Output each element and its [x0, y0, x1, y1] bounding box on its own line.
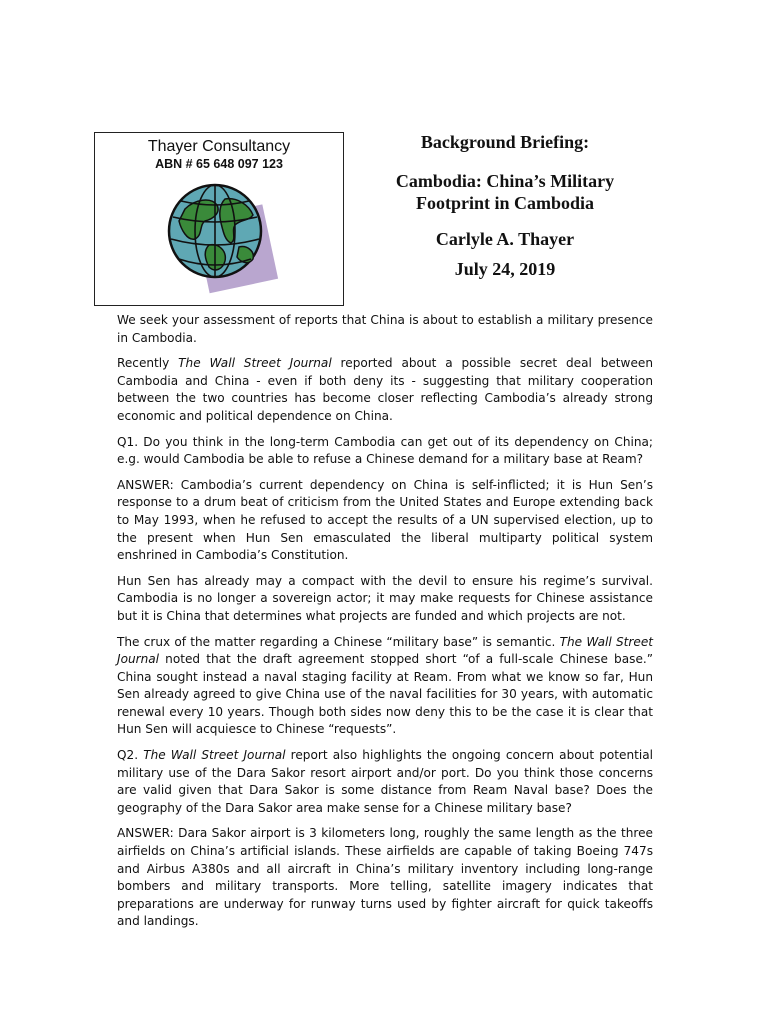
briefing-title — [370, 170, 640, 214]
paragraph-wsj-report: Recently The Wall Street Journal reported about a possible secret deal between Cambodia and China - even if both deny its - suggesting that military cooperation between the two countries has become closer reflecting Cambodia’s already strong economic and political dependence on China. — [117, 356, 653, 423]
globe-icon — [165, 181, 285, 301]
answer-2: ANSWER: Dara Sakor airport is 3 kilometers long, roughly the same length as the three airfields on China’s artificial islands. These airfields are capable of taking Boeing 747s and Airbus A380s and all aircraft in China’s military inventory including long-range bombers and military transports. More telling, satellite imagery indicates that preparations are underway for runway turns used by fighter aircraft for quick takeoffs and landings. — [117, 826, 653, 929]
briefing-title-line2: Footprint in Cambodia — [415, 193, 595, 213]
publication-name: The Wall Street Journal — [143, 748, 286, 763]
paragraph-intro: We seek your assessment of reports that China is about to establish a military presence in Cambodia. — [117, 313, 653, 345]
company-abn: ABN # 65 648 097 123 — [155, 157, 283, 171]
publication-name: The Wall Street Journal — [178, 356, 332, 371]
answer-1: ANSWER: Cambodia’s current dependency on China is self-inflicted; it is Hun Sen’s response to a drum beat of criticism from the United States and Europe extending back to May 1993, when he refused to accept the results of a UN supervised election, up to the present when Hun Sen emasculated the liberal multiparty political system enshrined in Cambodia’s Constitution. — [117, 477, 653, 563]
document-body — [117, 312, 653, 939]
paragraph-compact: Hun Sen has already may a compact with the devil to ensure his regime’s survival. Cambodia is no longer a sovereign actor; it may make requests for Chinese assistance but it is China that determines what projects are funded and which projects are not. — [117, 573, 653, 623]
briefing-label: Background Briefing: — [420, 132, 590, 152]
question-1: Q1. Do you think in the long-term Cambodia can get out of its dependency on China; e.g. would Cambodia be able to refuse a Chinese demand for a military base at Ream? — [117, 434, 653, 467]
briefing-title-line1: Cambodia: China’s Military — [395, 171, 615, 191]
company-name: Thayer Consultancy — [147, 138, 291, 155]
publication-name: The Wall Street Journal — [117, 634, 653, 667]
briefing-author: Carlyle A. Thayer — [435, 229, 575, 249]
question-2: Q2. The Wall Street Journal report also highlights the ongoing concern about potential military use of the Dara Sakor resort airport and/or port. Do you think those concerns are valid given that Dara Sakor is some distance from Ream Naval base? Does the geography of the Dara Sakor area make sense for a Chinese military base? — [117, 748, 653, 815]
briefing-date: July 24, 2019 — [454, 259, 556, 279]
paragraph-military-base: The crux of the matter regarding a Chinese “military base” is semantic. The Wall Street Journal noted that the draft agreement stopped short “of a full-scale Chinese base.” China sought instead a naval staging facility at Ream. From what we know so far, Hun Sen already agreed to give China use of the naval facilities for 30 years, with automatic renewal every 10 years. Though both sides now deny this to be the case it is clear that Hun Sen will acquiesce to Chinese “requests”. — [117, 634, 653, 737]
company-logo-box — [94, 132, 344, 306]
